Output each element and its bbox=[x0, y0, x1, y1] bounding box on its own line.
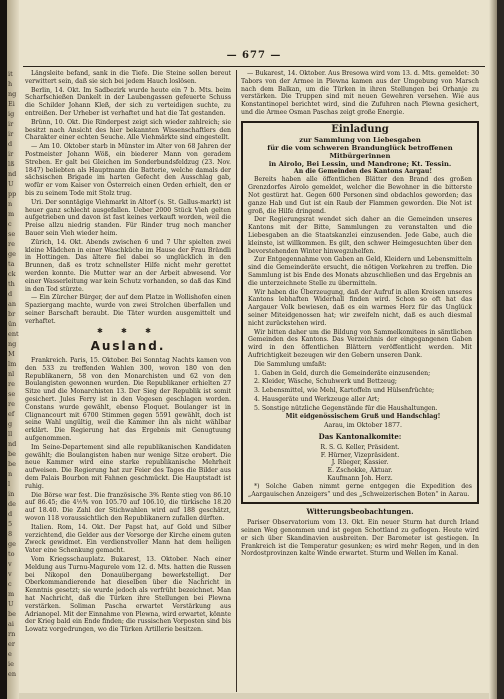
appeal-closing: Mit eidgenössischem Gruß und Handschlag! bbox=[285, 413, 441, 421]
spine-fragment: Ei bbox=[8, 100, 15, 108]
news-paragraph: — Am 10. Oktober starb in Münster im Alter von 68 Jahren der Postmeister Johann Wöß, ein biederer Mann von geradem Streben. Er galt bei Gleichen im Sonderbundsfeldzug (23. Nov. 1847) beliebten als Hauptmann die Batterie, welche damals der sächsischen Brigade im harten Gefecht den Ausschlag gab, wofür er vom Kaiser von Österreich einen Orden erhielt, den er bis zu seinem Tode mit Stolz trug. bbox=[25, 143, 231, 197]
spine-fragment: se bbox=[8, 390, 16, 398]
appeal-paragraph: Wir bitten daher um die Bildung von Sammelkomitees in sämtlichen Gemeinden des Kantons. Das Verzeichnis der eingegangenen Gaben wird in den öffentlichen Blättern veröffentlicht werden. Mit Aufrichtigkeit bezeugen wir den Gebern unseren Dank. bbox=[248, 328, 472, 359]
spine-fragment: ng bbox=[8, 340, 17, 348]
spine-fragment: be bbox=[8, 610, 17, 618]
spine-fragment: 8 bbox=[8, 530, 13, 538]
spine-fragment: c bbox=[8, 580, 12, 588]
spine-fragment: in bbox=[8, 490, 15, 498]
weather-paragraph: Pariser Observatorium vom 13. Okt. Ein neuer Sturm hat durch Irland seinen Weg genommen und ist gegen Schottland zu geflogen. Heute wird er sich über Skandinavien ausbreiten. Der Barometer ist gestiegen. In Frankreich ist die Temperatur gesunken; es wird mehr Regen, und in den Nordostprovinzen kalte Winde erwartet. Sturm und Wellen im Kanal. bbox=[241, 519, 479, 558]
spine-fragment: ck bbox=[8, 270, 16, 278]
left-news-top bbox=[25, 70, 231, 326]
scan-edge bbox=[0, 0, 7, 699]
spine-fragment: re bbox=[8, 380, 15, 388]
spine-fragment: e bbox=[8, 650, 12, 658]
appeal-list-item: 2. Kleider, Wäsche, Schuhwerk und Bettzeug; bbox=[254, 378, 397, 386]
spine-fragment: br bbox=[8, 310, 16, 318]
appeal-paragraph: Wir haben die Überzeugung, daß der Aufruf in allen Kreisen unseres Kantons lebhaften Widerhall finden wird. Schon so oft hat das Aargauer Volk bewiesen, daß es ein warmes Herz für das Unglück seiner Miteidgenossen hat; wir zweifeln nicht, daß es auch diesmal nicht zurückstehen wird. bbox=[248, 288, 472, 327]
news-paragraph: Vom Kriegsschauplatz. Bukarest, 13. Oktober. Nach einer Meldung aus Turnu-Magurele vom 12. d. Mts. hatten die Russen bei Nikopol den Donauübergang bewerkstelligt. Der Oberkommandierende hat dieselben über die Nachricht in Kenntnis gesetzt; sie wurde jedoch als verfrüht bezeichnet. Man hat Nachricht, daß die Türken ihre Stellungen bei Plewna verstärken. Soliman Pascha erwartet Verstärkung aus Adrianopel. Mit der Einnahme von Plewna, wird erwartet, könnte der Krieg bald ein Ende finden; die russischen Vorposten sind bis Lowatz vorgedrungen, wo die Türken Artillerie besitzen. bbox=[25, 556, 231, 634]
appeal-list-item: 4. Hausgeräte und Werkzeuge aller Art; bbox=[254, 395, 380, 403]
spine-fragment: re bbox=[8, 400, 15, 408]
bottom-margin bbox=[19, 693, 489, 699]
appeal-place-date: Aarau, im Oktober 1877. bbox=[324, 422, 402, 430]
spine-fragment: m bbox=[8, 590, 15, 598]
ornament-stars: ✱ ✱ ✱ bbox=[96, 326, 160, 335]
appeal-footnote: *) Solche Gaben nimmt gerne entgegen die Expedition des „Aargauischen Anzeigers“ und des „Schweizerischen Boten“ in Aarau. bbox=[248, 482, 472, 498]
appeal-list bbox=[248, 370, 472, 413]
signer-name: R. S. G. Keller, Präsident. bbox=[320, 443, 400, 451]
right-news-top bbox=[241, 70, 479, 117]
appeal-subtitle-1: zur Sammlung von Liebesgaben bbox=[299, 135, 421, 144]
spine-fragment: v bbox=[8, 570, 12, 578]
spine-fragment: ie bbox=[8, 660, 14, 668]
spine-fragment: ün bbox=[8, 320, 17, 328]
spine-fragment: to bbox=[8, 550, 15, 558]
spine-fragment: l bbox=[8, 480, 11, 488]
spine-fragment: ir bbox=[8, 120, 14, 128]
news-paragraph: Brünn, 10. Okt. Die Rinderpest zeigt sich wieder zahlreich; sie besitzt nach Ansicht des hier bekannten Wissenschaftlers den Charakter einer echten Seuche. Alle Viehmärkte sind eingestellt. bbox=[25, 118, 231, 142]
spine-fragment: en bbox=[8, 670, 17, 678]
spine-fragment: v bbox=[8, 560, 12, 568]
spine-fragment: n bbox=[8, 470, 13, 478]
weather-title: Witterungsbeobachtungen. bbox=[306, 507, 414, 517]
news-paragraph: Italien. Rom, 14. Okt. Der Papst hat, auf Gold und Silber verzichtend, die Gelder aus der Vorsorge der Kirche einem guten Zweck gewidmet. Ein verdienstvoller Mann hat dem heiligen Vater eine Schenkung gemacht. bbox=[25, 523, 231, 555]
spine-fragment: ai bbox=[8, 620, 14, 628]
spine-fragment: ir bbox=[8, 130, 14, 138]
spine-fragment: ge bbox=[8, 250, 17, 258]
gutter-spine bbox=[7, 0, 19, 699]
appeal-paragraph: Der Regierungsrat wendet sich daher an die Gemeinden unseres Kantons mit der Bitte, Sammlungen zu veranstalten und die Liebesgaben an die Staatskanzlei einzusenden. Jede Gabe, auch die kleinste, ist willkommen. Es gilt, den schwer Heimgesuchten über den bevorstehenden Winter hinwegzuhelfen. bbox=[248, 216, 472, 255]
signer-name: J. Rüeger, Kassier. bbox=[331, 459, 389, 467]
committee-label: Das Kantonalkomite: bbox=[318, 432, 402, 442]
spine-fragment: ef bbox=[8, 410, 15, 418]
spine-fragment: c bbox=[8, 220, 12, 228]
spine-fragment: pp bbox=[8, 190, 17, 198]
spine-fragment: be bbox=[8, 450, 17, 458]
spine-fragment: nd bbox=[8, 170, 17, 178]
column-divider bbox=[236, 70, 237, 692]
news-paragraph: Uri. Der sonntägige Viehmarkt in Altorf (s. St. Gallus-markt) ist heuer ganz schlecht ausgefallen. Ueber 2000 Stück Vieh gelten aufgetrieben und davon ist fast keines verkauft worden, weil die Preise allzu niedrig standen. Für Rinder trug noch mancher Bauer sein Vieh wieder heim. bbox=[25, 198, 231, 237]
signer-name: F. Hürner, Vizepräsident. bbox=[320, 451, 400, 459]
spine-fragment: an bbox=[8, 300, 17, 308]
spine-fragment: d bbox=[8, 510, 13, 518]
spine-fragment: ll bbox=[8, 430, 13, 438]
news-paragraph: Längsleite befand, sank in die Tiefe. Die Steine sollen bereut verwittert sein, daß sie sich bei jedem Hauch loslösen. bbox=[25, 70, 231, 85]
spine-fragment: de bbox=[8, 500, 17, 508]
spine-fragment: ta bbox=[8, 260, 15, 268]
spine-fragment: d bbox=[8, 290, 13, 298]
news-paragraph: Frankreich. Paris, 15. Oktober. Bei Sonntag Nachts kamen von den 533 zu treffenden Wahlen 300, wovon 180 von den Republikanern, 58 von den Monarchisten und 62 von den Boulangisten gewonnen wurden. Die Republikaner erhielten 27 Sitze und die Monarchisten 13. Der Sieg der Republik ist somit gesichert. Jules Ferry ist in den Vogesen geschlagen worden. Constans wurde gewählt, ebenso Floquet. Boulanger ist in Clignancourt mit 6700 Stimmen gegen 5591 gewählt, doch ist seine Wahl ungültig, weil die Kammer ihn als nicht wählbar erklärt. Die Regierung hat das Ergebnis mit Genugtuung aufgenommen. bbox=[25, 357, 231, 443]
spine-fragment: er bbox=[8, 640, 15, 648]
spine-fragment: lß bbox=[8, 160, 15, 168]
news-paragraph: Im Seine-Departement sind alle republikanischen Kandidaten gewählt; die Boulangisten haben nur wenige Sitze erobert. Die neue Kammer wird eine starke republikanische Mehrheit aufweisen. Die Regierung hat zur Feier des Tages die Bilder aus dem Palais Bourbon mit Fahnen geschmückt. Die Hauptstadt ist ruhig. bbox=[25, 443, 231, 490]
news-paragraph: Berlin, 14. Okt. Im Sadbezirk wurde heute ein 7 b. Mts. beim Scharfschießen Dankelt in der Laubengassen gefeuerte Schuss die Schilder Johann Kleß, der sich zu verteidigen suchte, zu entreißen. Der Urheber ist verhaftet und hat die Tat gestanden. bbox=[25, 86, 231, 117]
spine-fragment: ng bbox=[8, 90, 17, 98]
spine-fragment: n bbox=[8, 200, 13, 208]
right-column bbox=[241, 70, 479, 692]
spine-fragment: ent bbox=[8, 330, 19, 338]
weather-body bbox=[241, 519, 479, 558]
spine-fragment: ge bbox=[8, 540, 17, 548]
spine-fragment: th bbox=[8, 280, 15, 288]
left-news-bottom bbox=[25, 357, 231, 634]
spine-fragment: 5 bbox=[8, 520, 13, 528]
appeal-paragraph: Zur Entgegennahme von Gaben an Geld, Kleidern und Lebensmitteln sind die Gemeinderäte ersucht, die nötigen Vorkehren zu treffen. Die Sammlung ist bis Ende des Monats abzuschließen und das Ergebnis an die unterzeichnete Stelle zu übermitteln. bbox=[248, 256, 472, 287]
spine-fragment: M bbox=[8, 350, 15, 358]
page-number: — 677 — bbox=[226, 50, 282, 61]
news-paragraph: Die Börse war fest. Die französische 3% Rente stieg von 86.10 auf 86.45; die 4½% von 105.70 auf 106.10, die türkische 18.20 auf 18.40. Die Zahl der Stichwahlen wird auf 188 geschätzt, wovon 118 voraussichtlich den Republikanern zufallen dürften. bbox=[25, 491, 231, 523]
spine-fragment: m bbox=[8, 210, 15, 218]
news-paragraph: Zürich, 14. Okt. Abends zwischen 6 und 7 Uhr spielten zwei kleine Mädchen in einer Waschküche im Hause der Frau Brändli in Hottingen. Das ältere fiel dabei so unglücklich in den Brunnen, daß es trotz schnellster Hilfe nicht mehr gerettet werden konnte. Die Mutter war an der Arbeit abwesend. Vor einer Wasserleitung war kein Schutz vorhanden, so daß das Kind in den Tod stürzte. bbox=[25, 238, 231, 293]
spine-fragment: U bbox=[8, 180, 14, 188]
appeal-salutation: An die Gemeinden des Kantons Aargau! bbox=[293, 167, 433, 175]
news-paragraph: — Ein Zürcher Bürger, der auf dem Platze in Wollishofen einen Spaziergang machte, wurde von zwei Strolchen überfallen und seiner Barschaft beraubt. Die Täter wurden ausgemittelt und verhaftet. bbox=[25, 294, 231, 325]
spine-fragment: it bbox=[8, 70, 13, 78]
appeal-box bbox=[241, 121, 479, 505]
spine-fragment: rn bbox=[8, 630, 16, 638]
appeal-list-intro: Die Sammlung umfaßt: bbox=[254, 360, 327, 368]
spine-fragment: ig bbox=[8, 110, 15, 118]
appeal-body bbox=[248, 176, 472, 359]
committee-signers bbox=[248, 444, 472, 483]
news-paragraph: — Bukarest, 14. Oktober. Aus Bresowa wird vom 13. d. Mts. gemeldet: 30 Tabors von der Armee in Plewna kamen aus der Umgebung von Marsch nach dem Balkan, um die Türken in ihren Stellungen bei Orhanje zu verstärken. Die Truppen sind mit neuen Gewehren versehen. Wie aus Konstantinopel berichtet wird, sind die Zufuhren nach Plewna gesichert, und die Armee Osman Paschas zeigt große Energie. bbox=[241, 70, 479, 116]
appeal-title: Einladung bbox=[331, 123, 389, 135]
appeal-list-item: 1. Gaben in Geld, durch die Gemeinderäte einzusenden; bbox=[254, 369, 431, 377]
spine-fragment: h bbox=[8, 80, 13, 88]
spine-fragment: lm bbox=[8, 360, 17, 368]
appeal-list-item: 5. Sonstige nützliche Gegenstände für die Haushaltungen. bbox=[254, 404, 438, 412]
appeal-list-item: 3. Lebensmittel, wie Mehl, Kartoffeln und Hülsenfrüchte; bbox=[254, 387, 435, 395]
appeal-subtitle-2: für die vom schweren Brandunglück betroffenen Mitbürgerinnen bbox=[267, 143, 453, 160]
section-title-ausland: Ausland. bbox=[90, 339, 166, 354]
spine-fragment: be bbox=[8, 460, 17, 468]
page-edge-shadow bbox=[489, 0, 497, 699]
left-column bbox=[25, 70, 231, 692]
spine-fragment: g bbox=[8, 420, 13, 428]
appeal-subtitle-3: in Airolo, Bei Lessin, und Mandrone; Kt. Tessin. bbox=[268, 159, 452, 168]
spine-fragment: nl bbox=[8, 370, 15, 378]
spine-fragment: re bbox=[8, 240, 15, 248]
newspaper-page bbox=[7, 0, 497, 699]
spine-fragment: ir bbox=[8, 150, 14, 158]
signer-name: Kaufmann Joh. Herz. bbox=[327, 475, 393, 483]
spine-fragment: d bbox=[8, 140, 13, 148]
header-rule bbox=[23, 66, 485, 67]
appeal-paragraph: Bereits haben alle öffentlichen Blätter den Brand des großen Grenzdorfes Airolo gemeldet, welcher die Bewohner in die bitterste Not gestürzt hat. Gegen 600 Personen sind obdachlos geworden; das ganze Hab und Gut ist ein Raub der Flammen geworden. Die Not ist groß, die Hilfe dringend. bbox=[248, 176, 472, 215]
spine-fragment: nd bbox=[8, 440, 17, 448]
signer-name: E. Zschokke, Aktuar. bbox=[327, 467, 393, 475]
spine-fragment: U bbox=[8, 600, 14, 608]
spine-fragment: se bbox=[8, 230, 16, 238]
